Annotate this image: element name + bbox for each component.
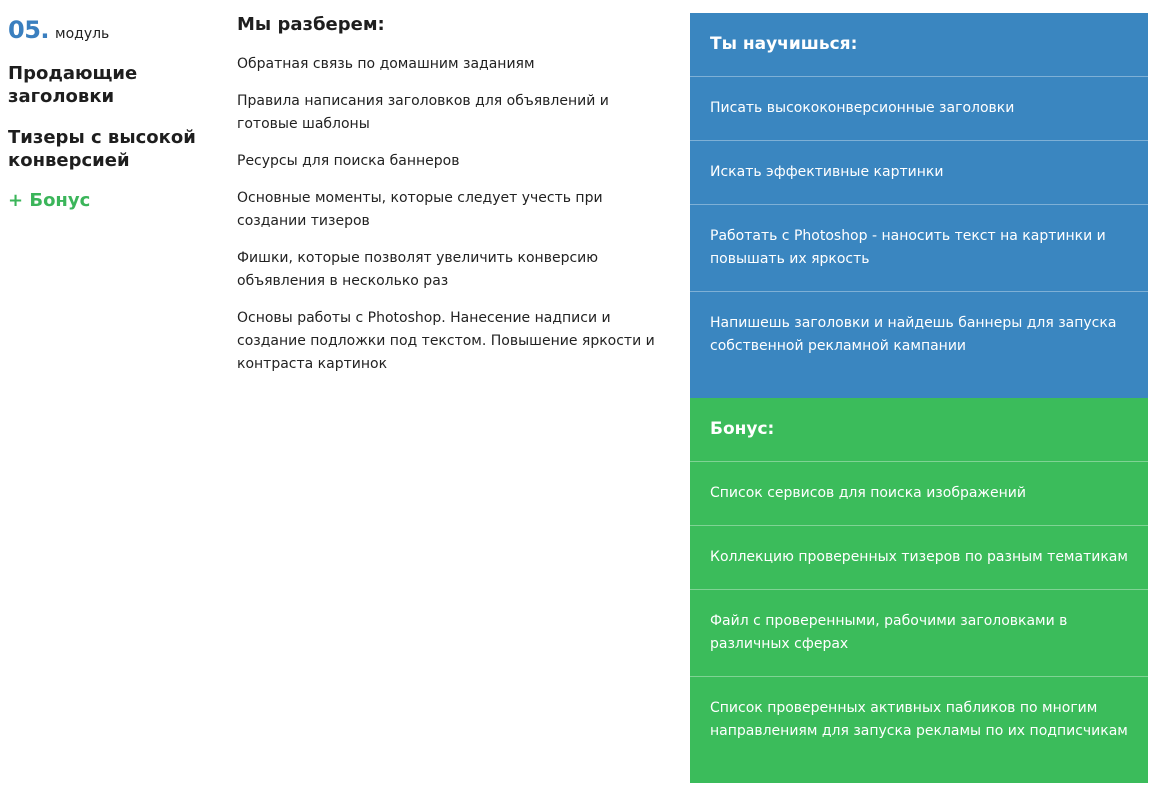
topic-high-conversion-teasers: Тизеры с высокой конверсией xyxy=(8,127,196,171)
bonus-item: Файл с проверенными, рабочими заголовками в различных сферах xyxy=(690,590,1148,677)
curriculum-list xyxy=(237,53,657,376)
module-summary xyxy=(8,16,208,211)
list-item: Обратная связь по домашним заданиям xyxy=(237,56,535,72)
module-word: модуль xyxy=(55,26,110,42)
list-item: Фишки, которые позволят увеличить конверсию объявления в несколько раз xyxy=(237,250,599,289)
curriculum-section xyxy=(237,14,657,390)
module-number: 05. xyxy=(8,16,50,44)
list-item: Основные моменты, которые следует учесть при создании тизеров xyxy=(237,190,603,229)
bonus-item: Список проверенных активных пабликов по многим направлениям для запуска рекламы по их подписчикам xyxy=(710,700,1128,739)
learn-item: Напишешь заголовки и найдешь баннеры для запуска собственной рекламной кампании xyxy=(710,315,1117,354)
bonus-item: Коллекцию проверенных тизеров по разным тематикам xyxy=(690,526,1148,590)
bonus-item: Список сервисов для поиска изображений xyxy=(690,462,1148,526)
list-item: Правила написания заголовков для объявлений и готовые шаблоны xyxy=(237,93,609,132)
bonus-title: Бонус: xyxy=(690,398,1148,462)
topic-selling-headlines: Продающие заголовки xyxy=(8,63,138,107)
list-item: Ресурсы для поиска баннеров xyxy=(237,153,460,169)
bonus-link[interactable]: + Бонус xyxy=(8,190,91,211)
learn-panel xyxy=(690,13,1148,398)
list-item: Основы работы с Photoshop. Нанесение надписи и создание подложки под текстом. Повышение яркости и контраста картинок xyxy=(237,310,655,372)
module-header xyxy=(8,16,208,44)
learn-title: Ты научишься: xyxy=(690,13,1148,77)
learn-item: Писать высококонверсионные заголовки xyxy=(690,77,1148,141)
learn-item: Работать с Photoshop - наносить текст на картинки и повышать их яркость xyxy=(690,205,1148,292)
curriculum-title: Мы разберем: xyxy=(237,14,385,35)
outcomes-column xyxy=(690,13,1148,783)
learn-item: Искать эффективные картинки xyxy=(690,141,1148,205)
bonus-panel xyxy=(690,398,1148,783)
